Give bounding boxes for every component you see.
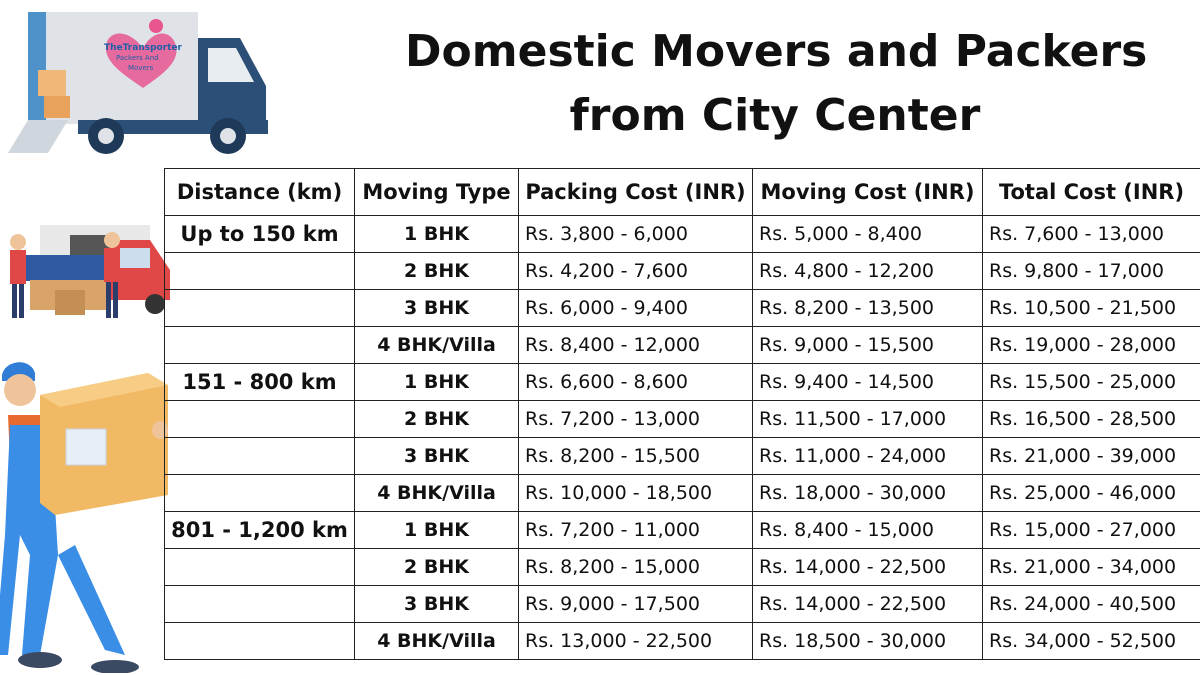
moving-type-cell: 4 BHK/Villa xyxy=(355,623,519,660)
total-cost-cell: Rs. 9,800 - 17,000 xyxy=(983,253,1200,290)
total-cost-cell: Rs. 10,500 - 21,500 xyxy=(983,290,1200,327)
table-row xyxy=(165,438,1200,475)
moving-cost-cell: Rs. 9,000 - 15,500 xyxy=(753,327,983,364)
packing-cost-cell: Rs. 8,200 - 15,500 xyxy=(519,438,753,475)
moving-type-cell: 4 BHK/Villa xyxy=(355,327,519,364)
table-row xyxy=(165,253,1200,290)
packing-cost-cell: Rs. 4,200 - 7,600 xyxy=(519,253,753,290)
moving-type-cell: 2 BHK xyxy=(355,401,519,438)
moving-type-cell: 2 BHK xyxy=(355,253,519,290)
movers-illustration xyxy=(0,220,172,322)
page-title xyxy=(405,20,1148,148)
moving-cost-cell: Rs. 4,800 - 12,200 xyxy=(753,253,983,290)
moving-cost-cell: Rs. 18,500 - 30,000 xyxy=(753,623,983,660)
total-cost-cell: Rs. 21,000 - 39,000 xyxy=(983,438,1200,475)
moving-type-cell: 1 BHK xyxy=(355,216,519,253)
moving-cost-cell: Rs. 8,400 - 15,000 xyxy=(753,512,983,549)
table-row xyxy=(165,327,1200,364)
svg-text:Movers: Movers xyxy=(128,64,154,72)
table-row xyxy=(165,475,1200,512)
svg-text:Packers And: Packers And xyxy=(116,54,159,62)
moving-cost-cell: Rs. 8,200 - 13,500 xyxy=(753,290,983,327)
moving-type-cell: 4 BHK/Villa xyxy=(355,475,519,512)
title-line-1: Domestic Movers and Packers xyxy=(405,26,1148,77)
moving-cost-cell: Rs. 9,400 - 14,500 xyxy=(753,364,983,401)
svg-text:TheTransporter: TheTransporter xyxy=(104,43,182,53)
moving-cost-cell: Rs. 5,000 - 8,400 xyxy=(753,216,983,253)
packing-cost-cell: Rs. 7,200 - 11,000 xyxy=(519,512,753,549)
distance-cell xyxy=(165,327,355,364)
table-header-row xyxy=(165,169,1200,216)
packing-cost-cell: Rs. 8,200 - 15,000 xyxy=(519,549,753,586)
moving-type-cell: 3 BHK xyxy=(355,290,519,327)
total-cost-cell: Rs. 19,000 - 28,000 xyxy=(983,327,1200,364)
total-cost-cell: Rs. 21,000 - 34,000 xyxy=(983,549,1200,586)
worker-carrying-box-illustration xyxy=(0,355,172,673)
distance-cell xyxy=(165,438,355,475)
table-row xyxy=(165,549,1200,586)
packing-cost-cell: Rs. 7,200 - 13,000 xyxy=(519,401,753,438)
distance-cell xyxy=(165,290,355,327)
moving-type-cell: 1 BHK xyxy=(355,512,519,549)
cost-table xyxy=(164,168,1200,660)
total-cost-cell: Rs. 24,000 - 40,500 xyxy=(983,586,1200,623)
total-cost-cell: Rs. 7,600 - 13,000 xyxy=(983,216,1200,253)
distance-cell xyxy=(165,586,355,623)
moving-cost-cell: Rs. 18,000 - 30,000 xyxy=(753,475,983,512)
total-cost-cell: Rs. 34,000 - 52,500 xyxy=(983,623,1200,660)
moving-cost-cell: Rs. 11,500 - 17,000 xyxy=(753,401,983,438)
total-cost-cell: Rs. 15,000 - 27,000 xyxy=(983,512,1200,549)
total-cost-cell: Rs. 16,500 - 28,500 xyxy=(983,401,1200,438)
distance-cell xyxy=(165,475,355,512)
table-row xyxy=(165,623,1200,660)
packing-cost-cell: Rs. 6,000 - 9,400 xyxy=(519,290,753,327)
packing-cost-cell: Rs. 8,400 - 12,000 xyxy=(519,327,753,364)
truck-illustration xyxy=(8,8,273,158)
distance-cell xyxy=(165,549,355,586)
packing-cost-cell: Rs. 13,000 - 22,500 xyxy=(519,623,753,660)
table-row xyxy=(165,364,1200,401)
title-line-2: from City Center xyxy=(569,90,981,141)
distance-cell: 151 - 800 km xyxy=(165,364,355,401)
distance-cell xyxy=(165,623,355,660)
distance-cell: Up to 150 km xyxy=(165,216,355,253)
table-row xyxy=(165,216,1200,253)
moving-cost-cell: Rs. 14,000 - 22,500 xyxy=(753,549,983,586)
moving-type-cell: 1 BHK xyxy=(355,364,519,401)
table-row xyxy=(165,401,1200,438)
moving-cost-cell: Rs. 11,000 - 24,000 xyxy=(753,438,983,475)
packing-cost-cell: Rs. 10,000 - 18,500 xyxy=(519,475,753,512)
distance-cell: 801 - 1,200 km xyxy=(165,512,355,549)
moving-cost-cell: Rs. 14,000 - 22,500 xyxy=(753,586,983,623)
table-row xyxy=(165,290,1200,327)
header-packing-cost: Packing Cost (INR) xyxy=(519,169,753,216)
header-moving-cost: Moving Cost (INR) xyxy=(753,169,983,216)
moving-type-cell: 3 BHK xyxy=(355,586,519,623)
moving-type-cell: 3 BHK xyxy=(355,438,519,475)
total-cost-cell: Rs. 15,500 - 25,000 xyxy=(983,364,1200,401)
header-total-cost: Total Cost (INR) xyxy=(983,169,1200,216)
total-cost-cell: Rs. 25,000 - 46,000 xyxy=(983,475,1200,512)
packing-cost-cell: Rs. 9,000 - 17,500 xyxy=(519,586,753,623)
distance-cell xyxy=(165,253,355,290)
header-moving-type: Moving Type xyxy=(355,169,519,216)
distance-cell xyxy=(165,401,355,438)
moving-type-cell: 2 BHK xyxy=(355,549,519,586)
packing-cost-cell: Rs. 3,800 - 6,000 xyxy=(519,216,753,253)
packing-cost-cell: Rs. 6,600 - 8,600 xyxy=(519,364,753,401)
table-row xyxy=(165,512,1200,549)
table-row xyxy=(165,586,1200,623)
header-distance: Distance (km) xyxy=(165,169,355,216)
